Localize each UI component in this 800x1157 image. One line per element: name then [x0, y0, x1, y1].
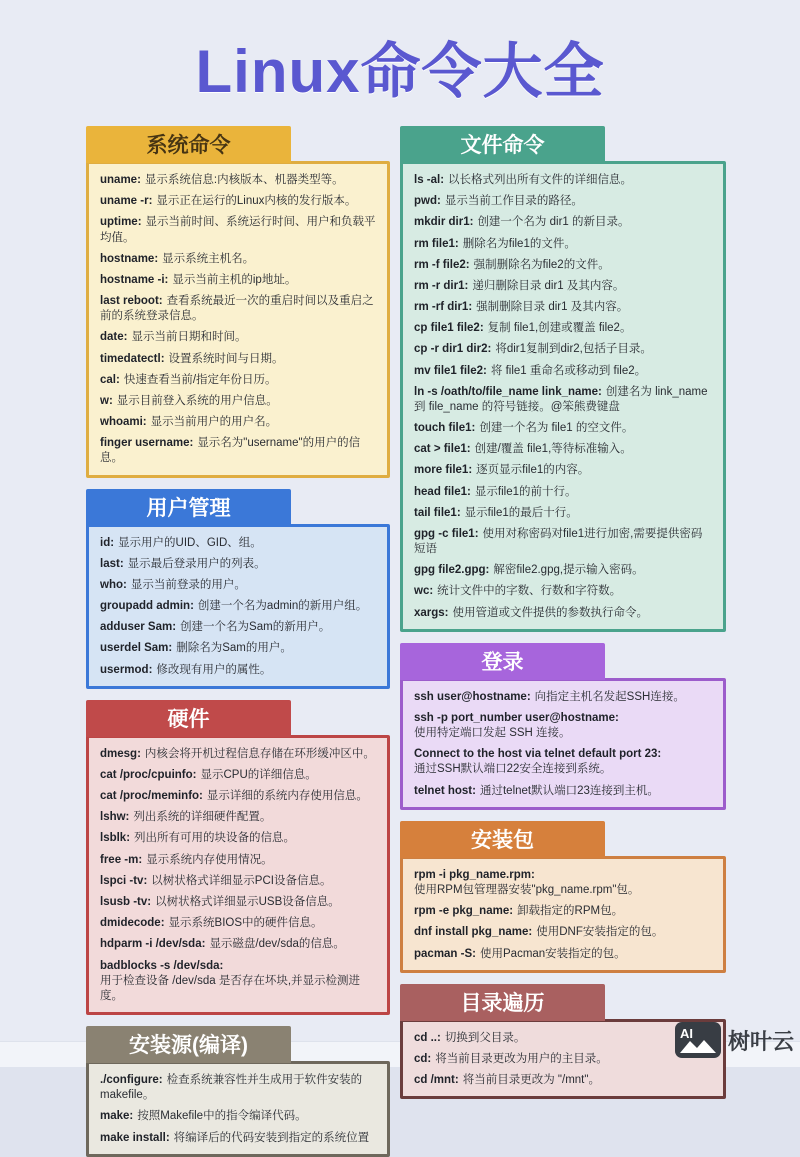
command-name: cd /mnt: [414, 1074, 459, 1087]
command-item [100, 273, 376, 288]
command-name: pwd: [414, 195, 441, 208]
command-description: 统计文件中的字数、行数和字符数。 [437, 585, 622, 598]
command-name: w: [100, 394, 113, 407]
command-description: 向指定主机名发起SSH连接。 [534, 690, 685, 703]
section-title: 安装源(编译) [86, 1026, 291, 1063]
command-item [100, 1073, 376, 1103]
command-item [414, 321, 712, 336]
command-list [86, 1061, 390, 1157]
command-description: 强制删除目录 dir1 及其内容。 [476, 301, 629, 314]
section-title: 硬件 [86, 700, 291, 737]
command-item [414, 300, 712, 315]
command-name: cd: [414, 1052, 432, 1065]
command-description: 通过SSH默认端口22安全连接到系统。 [414, 763, 612, 776]
command-description: 修改现有用户的属性。 [156, 663, 272, 676]
brand-name: 树叶云 [727, 1028, 794, 1054]
command-description: 列出所有可用的块设备的信息。 [134, 832, 296, 845]
command-description: 将当前目录更改为用户的主目录。 [435, 1052, 608, 1065]
command-name: cp file1 file2: [414, 322, 484, 335]
command-name: lsblk: [100, 832, 131, 845]
command-item [414, 1052, 712, 1067]
command-description: 将 file1 重命名或移动到 file2。 [490, 364, 647, 377]
command-name: rpm -e pkg_name: [414, 905, 514, 918]
command-name: cal: [100, 373, 120, 386]
command-item [414, 904, 712, 919]
command-description: 创建一个名为admin的新用户组。 [197, 600, 368, 613]
command-name: rm -rf dir1: [414, 301, 473, 314]
command-item [100, 1109, 376, 1124]
command-description: 显示系统信息:内核版本、机器类型等。 [144, 174, 344, 186]
command-name: badblocks -s /dev/sda: [100, 959, 224, 972]
command-name: dmidecode: [100, 917, 165, 930]
command-name: ./configure: [100, 1074, 163, 1087]
command-description: 使用Pacman安装指定的包。 [480, 947, 626, 960]
command-description: 复制 file1,创建或覆盖 file2。 [487, 322, 632, 335]
command-description: 使用DNF安装指定的包。 [536, 926, 664, 939]
command-item [100, 874, 376, 889]
command-description: 创建名为 link_name 到 file_name 的符号链接。@笨熊费键盘 [414, 385, 708, 413]
command-item [100, 294, 376, 324]
command-name: rm file1: [414, 237, 459, 250]
command-description: 使用特定端口发起 SSH 连接。 [414, 727, 571, 740]
command-list [86, 161, 390, 478]
command-description: 显示file1的最后十行。 [464, 506, 578, 519]
section-title: 目录遍历 [400, 984, 605, 1021]
content-columns [86, 126, 800, 1157]
command-item [100, 352, 376, 367]
command-item [414, 237, 712, 252]
command-name: whoami: [100, 416, 147, 429]
command-name: hostname -i: [100, 273, 169, 286]
section-system-commands [86, 126, 390, 478]
command-item [100, 620, 376, 635]
command-item [414, 258, 712, 273]
command-description: 显示当前主机的ip地址。 [172, 273, 297, 286]
command-item [414, 463, 712, 478]
command-description: 显示目前登入系统的用户信息。 [116, 394, 278, 407]
watermark [674, 1021, 794, 1059]
section-title: 安装包 [400, 821, 605, 858]
command-name: uname: [100, 174, 141, 186]
command-name: hostname: [100, 252, 159, 265]
command-name: who: [100, 578, 127, 591]
command-name: xargs: [414, 606, 449, 619]
command-name: head file1: [414, 485, 471, 498]
command-name: rm -f file2: [414, 258, 470, 271]
command-item [414, 925, 712, 940]
command-item [100, 1131, 376, 1146]
section-title: 文件命令 [400, 126, 605, 163]
command-item [100, 916, 376, 931]
section-user-management [86, 489, 390, 689]
section-install-packages [400, 821, 726, 973]
command-description: 创建一个名为Sam的新用户。 [180, 621, 331, 634]
command-name: lsusb -tv: [100, 895, 152, 908]
command-description: 逐页显示file1的内容。 [476, 464, 590, 477]
command-name: rpm -i pkg_name.rpm: [414, 868, 535, 881]
command-description: 设置系统时间与日期。 [168, 352, 284, 365]
command-item [100, 599, 376, 614]
command-name: free -m: [100, 853, 143, 866]
ai-image-icon [674, 1021, 722, 1059]
command-name: usermod: [100, 663, 153, 676]
command-item [414, 421, 712, 436]
command-description: 按照Makefile中的指令编译代码。 [137, 1110, 307, 1123]
command-item [100, 373, 376, 388]
command-item [414, 173, 712, 188]
command-item [100, 536, 376, 551]
command-item [100, 663, 376, 678]
command-description: 显示当前时间、系统运行时间、用户和负载平均值。 [100, 216, 376, 244]
command-item [100, 415, 376, 430]
command-description: 以树状格式详细显示PCI设备信息。 [151, 874, 332, 887]
command-name: lspci -tv: [100, 874, 148, 887]
command-name: userdel Sam: [100, 642, 173, 655]
command-item [414, 385, 712, 415]
command-description: 显示系统主机名。 [162, 252, 255, 265]
command-name: ln -s /oath/to/file_name link_name: [414, 385, 602, 398]
command-name: ssh user@hostname: [414, 690, 531, 703]
command-name: date: [100, 331, 128, 344]
command-item [100, 194, 376, 209]
command-description: 显示磁盘/dev/sda的信息。 [209, 938, 345, 951]
command-description: 删除名为Sam的用户。 [176, 642, 292, 655]
command-name: more file1: [414, 464, 473, 477]
command-item [414, 784, 712, 799]
command-item [414, 485, 712, 500]
command-item [100, 215, 376, 245]
command-name: mkdir dir1: [414, 216, 474, 229]
command-item [414, 606, 712, 621]
command-name: telnet host: [414, 784, 476, 797]
command-list [400, 678, 726, 810]
command-name: uptime: [100, 216, 142, 229]
command-description: 显示当前登录的用户。 [130, 578, 246, 591]
command-item [100, 831, 376, 846]
left-column [86, 126, 390, 1157]
section-title: 系统命令 [86, 126, 291, 163]
command-name: cat /proc/meminfo: [100, 790, 203, 803]
section-file-commands [400, 126, 726, 632]
command-name: adduser Sam: [100, 621, 177, 634]
command-item [100, 173, 376, 188]
command-name: make: [100, 1110, 134, 1123]
section-login [400, 643, 726, 810]
command-description: 显示正在运行的Linux内核的发行版本。 [156, 195, 357, 208]
command-description: 内核会将开机过程信息存储在环形缓冲区中。 [144, 747, 375, 760]
command-item [414, 215, 712, 230]
command-item [100, 937, 376, 952]
command-description: 显示系统BIOS中的硬件信息。 [168, 917, 323, 930]
command-item [100, 252, 376, 267]
command-name: last reboot: [100, 295, 163, 308]
command-name: rm -r dir1: [414, 279, 469, 292]
command-description: 删除名为file1的文件。 [462, 237, 576, 250]
command-item [100, 789, 376, 804]
command-item [414, 527, 712, 557]
command-item [100, 853, 376, 868]
command-name: hdparm -i /dev/sda: [100, 938, 206, 951]
command-description: 将当前目录更改为 "/mnt"。 [462, 1074, 600, 1087]
command-description: 检查系统兼容性并生成用于软件安装的makefile。 [100, 1074, 363, 1102]
command-name: cd ..: [414, 1031, 441, 1044]
command-description: 显示名为"username"的用户的信息。 [100, 437, 361, 465]
command-description: 显示最后登录用户的列表。 [127, 557, 266, 570]
command-list [400, 856, 726, 973]
command-description: 显示当前用户的用户名。 [150, 416, 278, 429]
command-description: 显示file1的前十行。 [474, 485, 577, 498]
command-name: cat /proc/cpuinfo: [100, 768, 197, 781]
command-list [86, 524, 390, 689]
command-name: groupadd admin: [100, 600, 194, 613]
command-description: 创建/覆盖 file1,等待标准输入。 [474, 443, 632, 456]
command-description: 将编译后的代码安装到指定的系统位置 [173, 1131, 370, 1144]
command-name: dmesg: [100, 747, 141, 760]
command-item [414, 1031, 712, 1046]
command-name: id: [100, 536, 115, 549]
command-description: 查看系统最近一次的重启时间以及重启之前的系统登录信息。 [100, 295, 374, 323]
command-description: 显示详细的系统内存使用信息。 [206, 790, 368, 803]
command-name: mv file1 file2: [414, 364, 487, 377]
command-item [100, 436, 376, 466]
command-item [100, 394, 376, 409]
command-description: 列出系统的详细硬件配置。 [133, 811, 272, 824]
command-name: lshw: [100, 811, 130, 824]
command-name: last: [100, 557, 124, 570]
command-name: make install: [100, 1131, 170, 1144]
command-item [414, 364, 712, 379]
command-item [100, 895, 376, 910]
command-description: 使用对称密码对file1进行加密,需要提供密码短语 [414, 527, 703, 556]
command-description: 创建一个名为 dir1 的新目录。 [477, 216, 630, 229]
command-item [414, 747, 712, 777]
command-description: 将dir1复制到dir2,包括子目录。 [495, 343, 652, 356]
command-item [100, 959, 376, 1005]
command-item [414, 194, 712, 209]
command-name: wc: [414, 585, 434, 598]
command-item [100, 641, 376, 656]
command-name: Connect to the host via telnet default port 23: [414, 748, 662, 761]
command-item [414, 584, 712, 599]
command-name: cp -r dir1 dir2: [414, 343, 492, 356]
command-description: 卸载指定的RPM包。 [517, 905, 624, 918]
command-description: 以长格式列出所有文件的详细信息。 [448, 174, 633, 186]
command-description: 切换到父目录。 [444, 1031, 526, 1044]
command-item [414, 1073, 712, 1088]
command-list [86, 735, 390, 1015]
svg-text:AI: AI [679, 1026, 693, 1041]
command-item [414, 690, 712, 705]
command-item [414, 947, 712, 962]
command-name: uname -r: [100, 195, 153, 208]
command-item [100, 578, 376, 593]
command-item [100, 810, 376, 825]
command-name: ssh -p port_number user@hostname: [414, 711, 619, 724]
command-item [100, 768, 376, 783]
command-description: 强制删除名为file2的文件。 [473, 258, 610, 271]
command-item [414, 868, 712, 898]
command-name: cat > file1: [414, 443, 471, 456]
command-name: pacman -S: [414, 947, 476, 960]
section-title: 用户管理 [86, 489, 291, 526]
command-item [414, 711, 712, 741]
command-item [100, 557, 376, 572]
command-description: 通过telnet默认端口23连接到主机。 [479, 784, 659, 797]
command-item [100, 747, 376, 762]
command-name: touch file1: [414, 422, 476, 435]
command-name: gpg -c file1: [414, 527, 479, 540]
command-description: 使用RPM包管理器安装"pkg_name.rpm"包。 [414, 883, 640, 896]
command-description: 创建一个名为 file1 的空文件。 [479, 422, 634, 435]
command-description: 使用管道或文件提供的参数执行命令。 [452, 606, 649, 619]
command-description: 以树状格式详细显示USB设备信息。 [155, 895, 340, 908]
command-description: 显示CPU的详细信息。 [200, 768, 317, 781]
command-description: 显示当前日期和时间。 [131, 331, 247, 344]
command-name: tail file1: [414, 506, 461, 519]
section-hardware [86, 700, 390, 1015]
right-column [400, 126, 726, 1157]
section-title: 登录 [400, 643, 605, 680]
command-description: 显示用户的UID、GID、组。 [118, 536, 262, 549]
command-name: finger username: [100, 437, 194, 450]
command-list [400, 161, 726, 632]
command-item [414, 506, 712, 521]
command-item [414, 563, 712, 578]
command-name: ls -al: [414, 174, 445, 186]
command-name: gpg file2.gpg: [414, 564, 490, 577]
command-description: 显示当前工作目录的路径。 [444, 195, 583, 208]
command-item [414, 442, 712, 457]
command-item [100, 330, 376, 345]
command-description: 用于检查设备 /dev/sda 是否存在坏块,并显示检测进度。 [100, 974, 361, 1002]
command-description: 快速查看当前/指定年份日历。 [123, 373, 277, 386]
command-description: 解密file2.gpg,提示输入密码。 [493, 564, 644, 577]
command-item [414, 342, 712, 357]
command-item [414, 279, 712, 294]
command-description: 递归删除目录 dir1 及其内容。 [472, 279, 625, 292]
command-name: timedatectl: [100, 352, 165, 365]
page-title: Linux命令大全 [195, 38, 605, 105]
command-name: dnf install pkg_name: [414, 926, 533, 939]
command-description: 显示系统内存使用情况。 [146, 853, 273, 866]
